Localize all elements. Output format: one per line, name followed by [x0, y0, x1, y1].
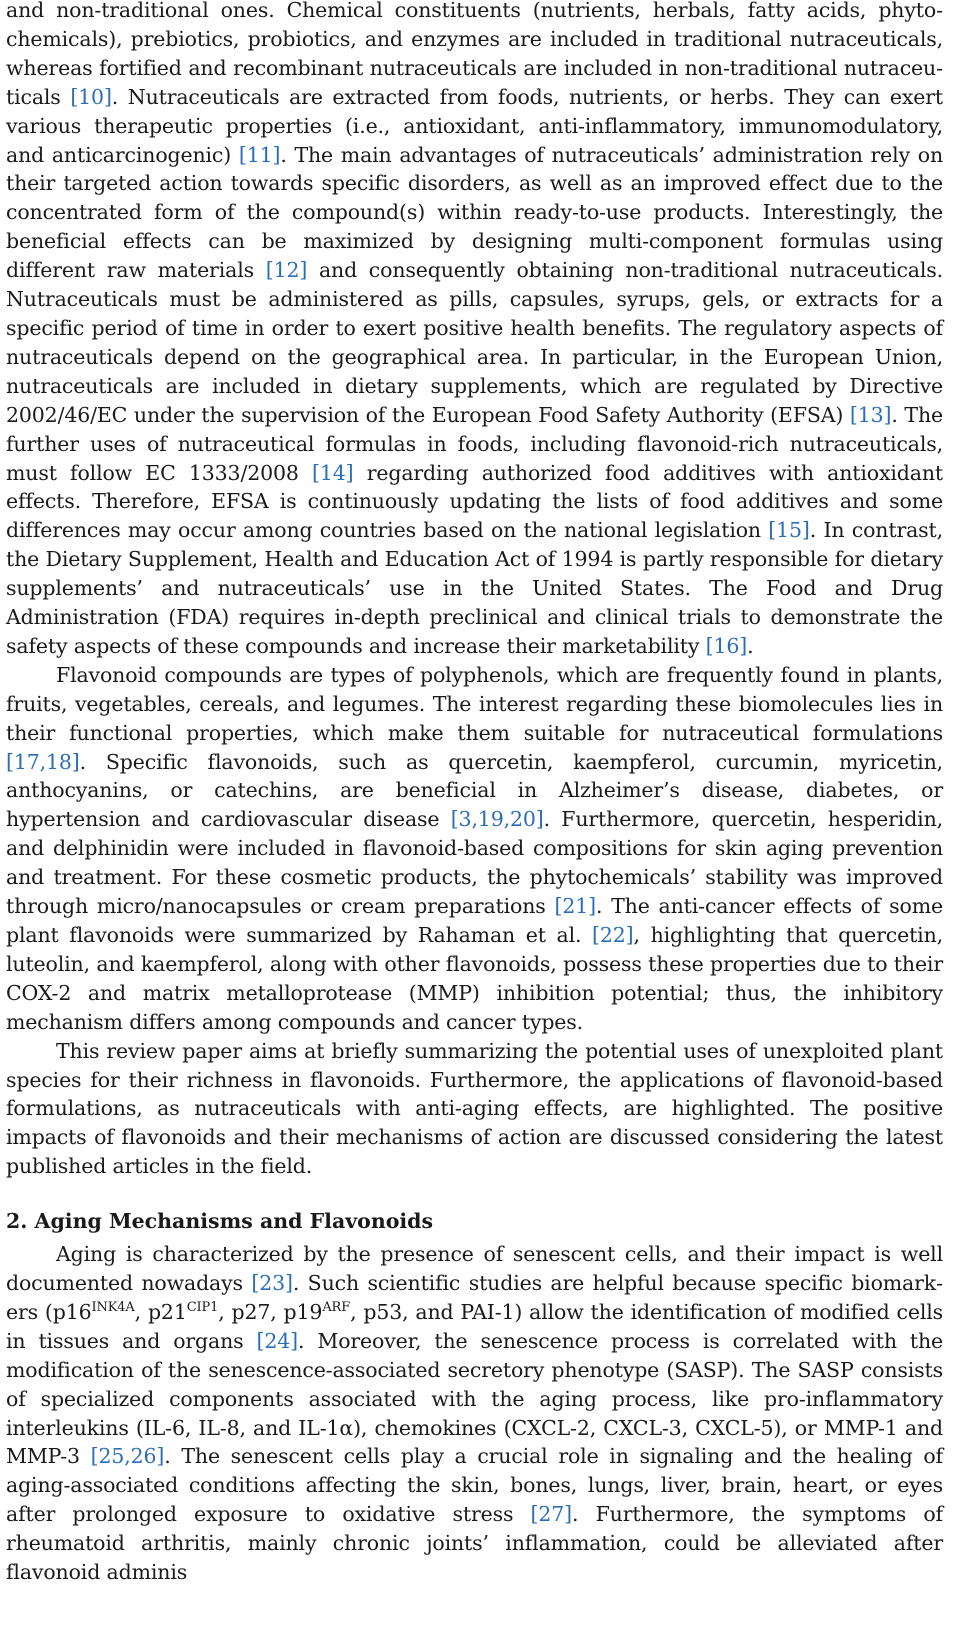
- citation-link[interactable]: [13]: [849, 402, 892, 427]
- citation-link[interactable]: [3,19,20]: [450, 807, 544, 832]
- text-run: . Moreover, the senescence process is correlated with the modification of the senescence-associated secretory phenotype (SASP). The SASP consists of specialized components associated with the aging process, like pro-inflammatory interleukins (IL-6, IL-8, and IL-1α), chemokines (CXCL-2, CXCL-3, CXCL-5), or MMP-1 and MMP-3: [6, 1328, 943, 1469]
- text-run: , highlighting that quercetin, luteolin, and kaempferol, along with other flavonoids, possess these properties due to their COX-2 and matrix metalloprotease (MMP) inhibition potential; thus, the inhibitory mechanism differs among compounds and cancer types.: [6, 923, 943, 1034]
- text-run: Aging is characterized by the presence of senescent cells, and their impact is well documented nowadays: [6, 1242, 943, 1295]
- paragraph-p3: [6, 1037, 943, 1182]
- text-run: . Specific flavonoids, such as quercetin, kaempferol, curcumin, myricetin, anthocyanins, or catechins, are beneficial in Alzheimer’s disease, diabetes, or hypertension and cardiovascular disease: [6, 749, 943, 832]
- text-run: , p27, p19: [218, 1299, 323, 1324]
- citation-link[interactable]: [16]: [705, 633, 748, 658]
- intro-body: [6, 0, 943, 1181]
- citation-link[interactable]: [21]: [554, 894, 596, 919]
- citation-link[interactable]: [15]: [768, 518, 810, 543]
- section-heading: 2. Aging Mechanisms and Flavonoids: [6, 1209, 434, 1234]
- text-run: . The senescent cells play a crucial role in signaling and the healing of aging-associated conditions affecting the skin, bones, lungs, liver, brain, heart, or eyes after prolonged exposure to oxidative stress: [6, 1444, 943, 1527]
- section-body: [6, 1240, 943, 1587]
- text-run: and consequently obtaining non-traditional nutraceuticals. Nutraceuticals must be administered as pills, capsules, syrups, gels, or extracts for a specific period of time in order to exert positive health benefits. The regulatory aspects of nutraceuticals depend on the geographical area. In particular, in the European Union, nutraceuticals are included in dietary supplements, which are regulated by Directive 2002/46/EC under the supervision of the European Food Safety Authority (EFSA): [6, 258, 943, 427]
- citation-link[interactable]: [22]: [592, 923, 634, 947]
- citation-link[interactable]: [23]: [251, 1270, 293, 1295]
- citation-link[interactable]: [12]: [265, 258, 308, 283]
- citation-link[interactable]: [11]: [238, 142, 281, 167]
- text-run: . In contrast, the Dietary Supplement, Health and Education Act of 1994 is partly responsible for dietary supplements’ and nutraceuticals’ use in the United States. The Food and Drug Administration (FDA) requires in-depth preclinical and clinical trials to demonstrate the safety aspects of these compounds and increase their marketability: [6, 518, 943, 658]
- text-run: Flavonoid compounds are types of polyphenols, which are frequently found in plants, fruits, vegetables, cereals, and legumes. The interest regarding these biomolecules lies in their functional properties, which make them suitable for nutraceutical formulations: [6, 662, 943, 745]
- citation-link[interactable]: [25,26]: [90, 1444, 165, 1469]
- citation-link[interactable]: [17,18]: [6, 749, 80, 774]
- citation-link[interactable]: [10]: [70, 84, 112, 109]
- text-run: , p53, and PAI-1) allow the identification of modified cells in tissues and organs: [6, 1299, 944, 1353]
- text-run: , p21: [134, 1299, 187, 1324]
- superscript: CIP1: [186, 1299, 219, 1315]
- citation-link[interactable]: [24]: [256, 1328, 298, 1353]
- text-run: . The anti-cancer effects of some plant flavonoids were summarized by Rahaman et al.: [6, 894, 943, 947]
- text-run: . Furthermore, the symptoms of rheumatoid arthritis, mainly chronic joints’ inflammation, could be alleviated after flavonoid adminis: [6, 1502, 943, 1585]
- citation-link[interactable]: [14]: [312, 460, 354, 485]
- paragraph-p2: [6, 661, 943, 1037]
- citation-link[interactable]: [27]: [530, 1502, 573, 1527]
- text-run: .: [747, 633, 754, 658]
- text-run: regarding authorized food additives with antioxidant effects. Therefore, EFSA is continuously updating the lists of food additives and some differences may occur among countries based on the national legislation: [6, 460, 943, 543]
- superscript: ARF: [322, 1299, 351, 1315]
- text-run: . The main advantages of nutraceuticals’ administration rely on their targeted action towards specific disorders, as well as an improved effect due to the concentrated form of the compound(s) within ready-to-use products. Interestingly, the beneficial effects can be maximized by designing multi-component formulas using different raw materials: [6, 142, 944, 283]
- text-run: . Furthermore, quercetin, hesperidin, and delphinidin were included in flavonoid-based compositions for skin aging prevention and treatment. For these cosmetic products, the phytochemicals’ stability was improved through micro/nanocapsules or cream preparations: [6, 807, 943, 919]
- paragraph-p1: [6, 0, 943, 661]
- text-run: This review paper aims at briefly summarizing the potential uses of unexploited plant species for their richness in flavonoids. Furthermore, the applications of flavonoid-based formulations, as nutraceuticals with anti-aging effects, are highlighted. The positive impacts of flavonoids and their mechanisms of action are discussed considering the latest published articles in the field.: [6, 1038, 943, 1179]
- text-run: . The further uses of nutraceutical formulas in foods, including flavonoid-rich nutraceuticals, must follow EC 1333/2008: [6, 402, 943, 485]
- paragraph-p4: [6, 1240, 943, 1587]
- text-run: . Such scientific studies are helpful because specific biomarkers (p16: [6, 1270, 943, 1324]
- superscript: INK4A: [91, 1299, 135, 1315]
- text-run: . Nutraceuticals are extracted from foods, nutrients, or herbs. They can exert various therapeutic properties (i.e., antioxidant, anti-inflammatory, immunomodulatory, and anticarcinogenic): [6, 84, 944, 167]
- text-run: and non-traditional ones. Chemical constituents (nutrients, herbals, fatty acids, phytochemicals), prebiotics, probiotics, and enzymes are included in traditional nutraceuticals, whereas fortified and recombinant nutraceuticals are included in non-traditional nutraceuticals: [6, 0, 943, 109]
